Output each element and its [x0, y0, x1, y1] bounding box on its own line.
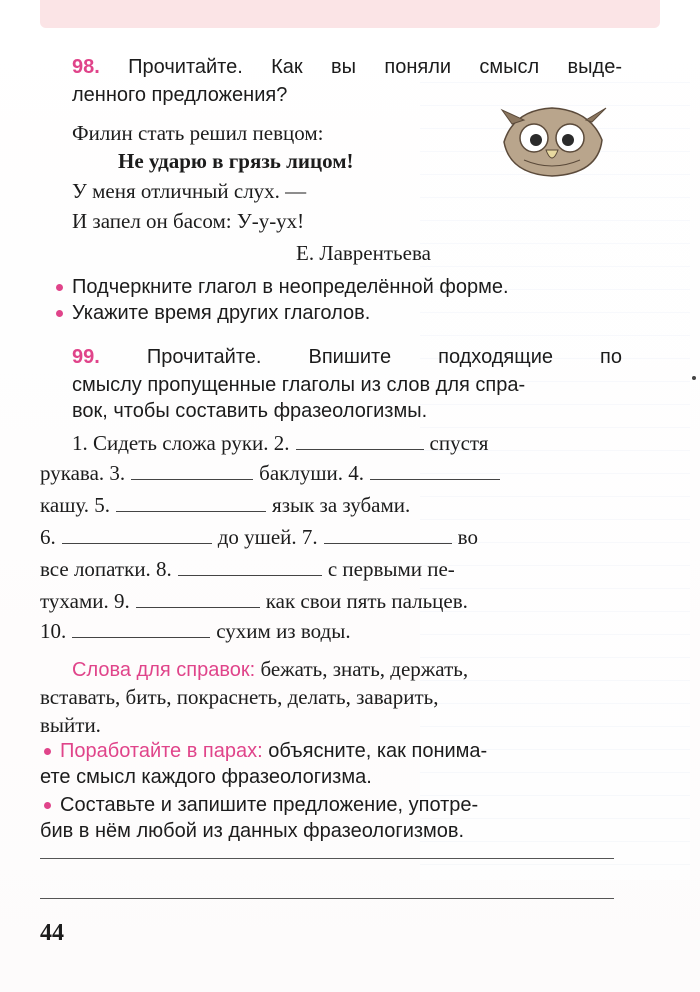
owl-illustration: [494, 102, 612, 180]
poem-author: Е. Лаврентьева: [296, 241, 431, 265]
pairs-task-line-2: ете смысл каждого фразеологизма.: [40, 766, 372, 788]
ex99-line-2: [40, 458, 622, 488]
answer-blank[interactable]: [324, 523, 452, 544]
writing-line[interactable]: [40, 858, 614, 859]
pairs-label: Поработайте в парах:: [60, 740, 263, 762]
margin-dot: [692, 376, 696, 380]
ex99-line-5: [40, 554, 622, 584]
ex99-text: язык за зубами.: [272, 493, 411, 517]
poem-line-1: Филин стать решил певцом:: [72, 121, 324, 145]
ex98-task-2: Укажите время других глаголов.: [72, 298, 622, 328]
ex98-prompt-line1: [72, 52, 622, 82]
ex99-text: спустя: [429, 431, 489, 455]
answer-blank[interactable]: [116, 491, 266, 512]
ex99-text: до ушей. 7.: [217, 525, 318, 549]
ex99-prompt-text: Прочитайте. Впишите подходящие по: [146, 346, 622, 368]
compose-task-line-1: Составьте и запишите предложение, употре-: [60, 790, 622, 820]
ex99-text: рукава. 3.: [40, 461, 126, 485]
reference-label: Слова для справок:: [72, 659, 256, 681]
top-color-band: [40, 0, 660, 28]
reference-line-3: выйти.: [40, 713, 101, 737]
ex99-text: баклуши. 4.: [259, 461, 364, 485]
compose-task-line-2: бив в нём любой из данных фразеологизмов.: [40, 820, 465, 842]
ex99-prompt-line2: смыслу пропущенные глаголы из слов для спра-: [72, 374, 526, 396]
ex99-prompt-line1: [72, 342, 622, 372]
ex99-text: тухами. 9.: [40, 589, 130, 613]
ex99-text: все лопатки. 8.: [40, 557, 172, 581]
reference-words: бежать, знать, держать,: [260, 657, 469, 681]
ex98-number: 98.: [72, 56, 100, 78]
ex99-text: кашу. 5.: [40, 493, 111, 517]
ex99-line-3: [40, 490, 622, 520]
reference-line-2: вставать, бить, покраснеть, делать, заварить,: [40, 685, 439, 709]
poem-line-4: И запел он басом: У-у-ух!: [72, 209, 305, 233]
answer-blank[interactable]: [131, 459, 253, 480]
ex99-prompt-line3: вок, чтобы составить фразеологизмы.: [72, 400, 428, 422]
ex99-text: как свои пять пальцев.: [265, 589, 468, 613]
ex99-text: с первыми пе-: [327, 557, 455, 581]
ex98-prompt-text: Прочитайте. Как вы поняли смысл выде-: [128, 56, 622, 78]
ex98-task-1: Подчеркните глагол в неопределённой форме.: [72, 272, 622, 302]
poem-line-3: У меня отличный слух. —: [72, 179, 307, 203]
answer-blank[interactable]: [136, 587, 260, 608]
page-number: 44: [40, 920, 64, 946]
ex98-prompt-line2: ленного предложения?: [72, 84, 288, 106]
writing-line[interactable]: [40, 898, 614, 899]
answer-blank[interactable]: [178, 555, 322, 576]
ex99-text: 6.: [40, 525, 56, 549]
ex99-text: 1. Сидеть сложа руки. 2.: [72, 431, 290, 455]
ex99-line-1: [72, 428, 622, 458]
answer-blank[interactable]: [370, 459, 500, 480]
ex99-line-6: [40, 586, 622, 616]
ex99-number: 99.: [72, 346, 100, 368]
ex99-text: во: [457, 525, 478, 549]
poem-line-2-highlighted: Не ударю в грязь лицом!: [118, 149, 354, 173]
ex99-line-7: [40, 616, 622, 646]
reference-line-1: [72, 654, 622, 685]
answer-blank[interactable]: [62, 523, 212, 544]
ex99-line-4: [40, 522, 622, 552]
ex99-text: сухим из воды.: [216, 619, 351, 643]
ex99-text: 10.: [40, 619, 67, 643]
pairs-text: объясните, как понима-: [268, 740, 488, 762]
answer-blank[interactable]: [72, 617, 210, 638]
answer-blank[interactable]: [296, 429, 424, 450]
